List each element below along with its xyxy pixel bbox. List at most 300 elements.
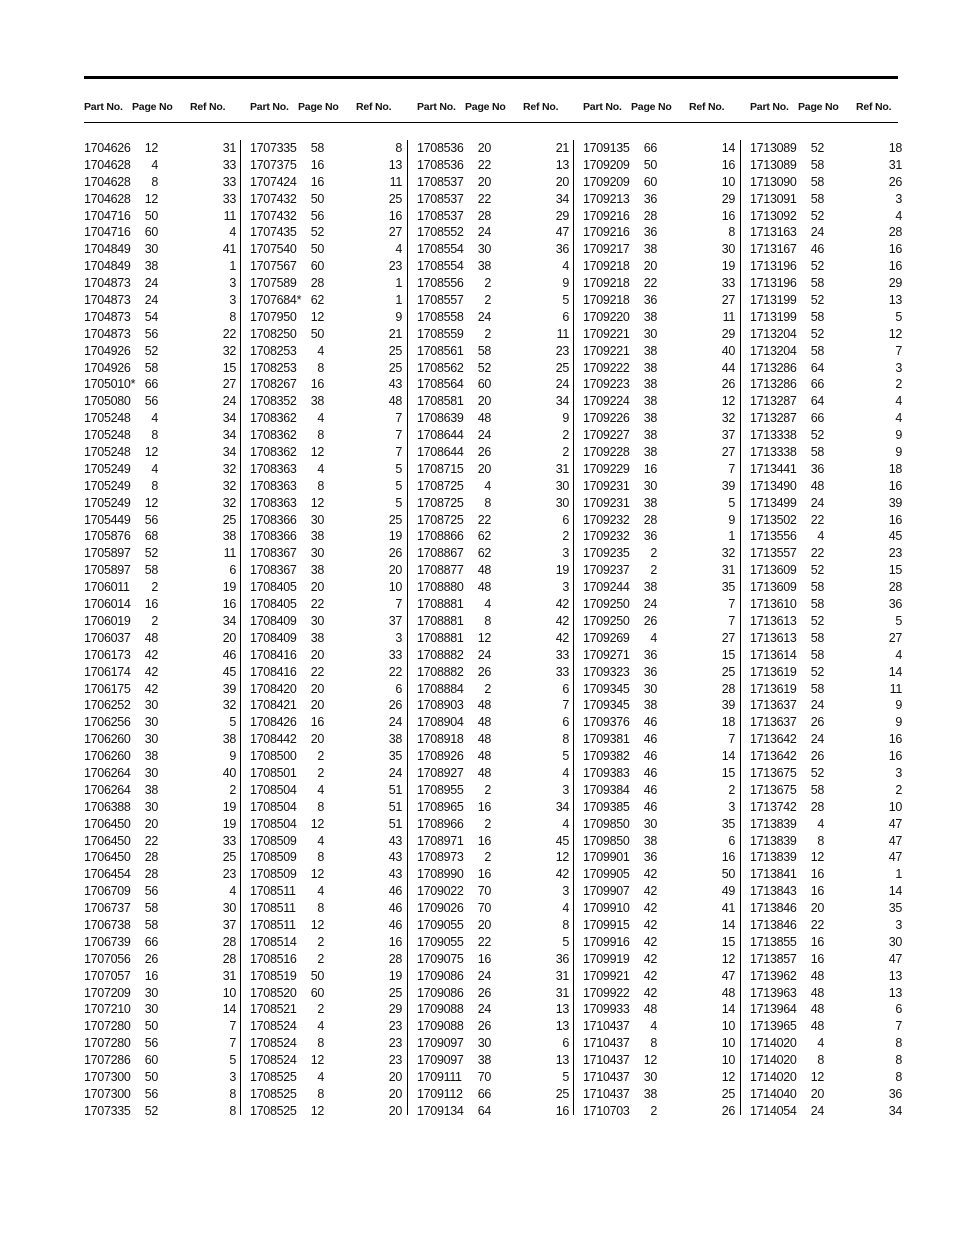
ref-number: 13 — [555, 1019, 569, 1034]
part-number: 1708525 — [250, 1086, 297, 1101]
table-row — [250, 765, 416, 782]
ref-number: 25 — [721, 664, 735, 679]
table-row — [250, 630, 416, 647]
table-row — [417, 512, 583, 529]
part-number: 1709910 — [583, 901, 630, 916]
ref-number: 29 — [888, 276, 902, 291]
ref-number: 5 — [395, 461, 402, 476]
table-row — [250, 613, 416, 630]
ref-number: 26 — [888, 174, 902, 189]
part-number: 1708521 — [250, 1002, 297, 1017]
part-number: 1713963 — [750, 985, 797, 1000]
table-row — [750, 326, 916, 343]
table-row — [583, 681, 749, 698]
table-row — [250, 714, 416, 731]
ref-number: 8 — [895, 1069, 902, 1084]
page-number: 16 — [643, 461, 657, 476]
table-row — [750, 900, 916, 917]
part-number: 1713196 — [750, 276, 797, 291]
table-row — [583, 917, 749, 934]
part-number: 1708362 — [250, 411, 297, 426]
part-number: 1714020 — [750, 1053, 797, 1068]
ref-number: 43 — [388, 850, 402, 865]
ref-number: 34 — [222, 411, 236, 426]
table-row — [84, 545, 250, 562]
ref-number: 28 — [721, 681, 735, 696]
page-number: 12 — [310, 1103, 324, 1118]
page-number: 22 — [477, 191, 491, 206]
part-number: 1708556 — [417, 276, 464, 291]
part-number: 1713642 — [750, 732, 797, 747]
table-row — [417, 1035, 583, 1052]
part-number: 1709088 — [417, 1002, 464, 1017]
ref-number: 11 — [223, 208, 236, 223]
page-number: 36 — [643, 225, 657, 240]
page-number: 16 — [310, 174, 324, 189]
table-row — [417, 360, 583, 377]
table-row — [583, 664, 749, 681]
ref-number: 6 — [728, 833, 735, 848]
table-row — [84, 697, 250, 714]
page-number: 58 — [810, 681, 824, 696]
table-row — [250, 731, 416, 748]
page-number: 2 — [650, 1103, 657, 1118]
table-row — [250, 224, 416, 241]
page-number: 58 — [810, 630, 824, 645]
part-number: 1708511 — [250, 901, 296, 916]
table-row — [250, 562, 416, 579]
page-number: 50 — [310, 968, 324, 983]
page-number: 12 — [310, 495, 324, 510]
table-row — [750, 1069, 916, 1086]
part-number: 1710437 — [583, 1019, 630, 1034]
table-row — [583, 799, 749, 816]
ref-number: 25 — [555, 360, 569, 375]
table-row — [583, 849, 749, 866]
page-number: 38 — [477, 1053, 491, 1068]
table-row — [84, 562, 250, 579]
table-row — [583, 985, 749, 1002]
part-number: 1708420 — [250, 681, 297, 696]
part-number: 1708725 — [417, 512, 464, 527]
table-row — [250, 326, 416, 343]
ref-number: 33 — [555, 647, 569, 662]
page-number: 52 — [810, 259, 824, 274]
table-row — [84, 309, 250, 326]
ref-number: 40 — [222, 765, 236, 780]
ref-number: 47 — [721, 968, 735, 983]
page-number: 4 — [317, 343, 324, 358]
part-number: 1708558 — [417, 309, 464, 324]
table-row — [250, 258, 416, 275]
page-number: 12 — [310, 1053, 324, 1068]
part-number: 1709022 — [417, 884, 464, 899]
page-number: 58 — [810, 276, 824, 291]
ref-number: 33 — [388, 647, 402, 662]
ref-number: 2 — [895, 782, 902, 797]
ref-number: 3 — [728, 799, 735, 814]
page-number: 46 — [643, 732, 657, 747]
part-number: 1707057 — [84, 968, 131, 983]
page-number: 12 — [310, 816, 324, 831]
part-number: 1708725 — [417, 495, 464, 510]
table-row — [583, 528, 749, 545]
part-number: 1708416 — [250, 664, 297, 679]
table-row — [417, 951, 583, 968]
part-number: 1709229 — [583, 461, 630, 476]
page-number: 2 — [317, 951, 324, 966]
page-number: 24 — [477, 309, 491, 324]
table-row — [750, 697, 916, 714]
ref-number: 27 — [721, 293, 735, 308]
page-number: 4 — [317, 461, 324, 476]
page-number: 8 — [151, 428, 158, 443]
ref-number: 12 — [555, 850, 569, 865]
table-row — [750, 275, 916, 292]
table-row — [750, 765, 916, 782]
table-row — [84, 596, 250, 613]
page-number: 60 — [144, 225, 158, 240]
ref-number: 7 — [395, 411, 402, 426]
part-number: 1706175 — [84, 681, 131, 696]
page-number: 42 — [643, 934, 657, 949]
part-number: 1714020 — [750, 1069, 797, 1084]
part-number: 1713499 — [750, 495, 797, 510]
part-number: 1705876 — [84, 529, 131, 544]
table-row — [250, 681, 416, 698]
part-number: 1708884 — [417, 681, 464, 696]
ref-number: 8 — [895, 1053, 902, 1068]
part-number: 1708514 — [250, 934, 297, 949]
table-row — [250, 934, 416, 951]
part-number: 1713610 — [750, 597, 797, 612]
table-row — [250, 241, 416, 258]
ref-number: 8 — [395, 141, 402, 155]
table-row — [250, 866, 416, 883]
ref-number: 31 — [555, 461, 569, 476]
part-number: 1708504 — [250, 782, 297, 797]
ref-number: 46 — [388, 917, 402, 932]
table-row — [84, 731, 250, 748]
table-row — [84, 258, 250, 275]
ref-number: 25 — [388, 512, 402, 527]
table-row — [583, 326, 749, 343]
table-row — [250, 360, 416, 377]
page-number: 12 — [810, 1069, 824, 1084]
part-number: 1713286 — [750, 377, 797, 392]
page-number: 38 — [477, 259, 491, 274]
table-row — [84, 495, 250, 512]
part-number: 1704628 — [84, 157, 131, 172]
table-row — [750, 596, 916, 613]
part-number: 1705897 — [84, 546, 131, 561]
page-number: 56 — [144, 326, 158, 341]
part-number: 1708511 — [250, 884, 296, 899]
page-number: 8 — [317, 1036, 324, 1051]
table-row — [417, 1001, 583, 1018]
part-number: 1708955 — [417, 782, 464, 797]
ref-number: 23 — [388, 259, 402, 274]
table-row — [583, 1035, 749, 1052]
table-row — [583, 579, 749, 596]
ref-number: 9 — [895, 445, 902, 460]
page-number: 24 — [477, 428, 491, 443]
table-row — [583, 782, 749, 799]
table-row — [417, 664, 583, 681]
ref-number: 34 — [222, 445, 236, 460]
part-number: 1709376 — [583, 715, 630, 730]
part-number: 1708644 — [417, 428, 464, 443]
ref-number: 32 — [721, 411, 735, 426]
page-number: 4 — [317, 1019, 324, 1034]
page-number: 38 — [643, 428, 657, 443]
part-number: 1708405 — [250, 580, 297, 595]
ref-number: 10 — [721, 1036, 735, 1051]
part-number: 1707432 — [250, 208, 297, 223]
part-number: 1709216 — [583, 208, 630, 223]
page-number: 16 — [477, 867, 491, 882]
table-row — [417, 596, 583, 613]
part-number: 1713613 — [750, 613, 797, 628]
page-number: 52 — [810, 428, 824, 443]
ref-number: 4 — [229, 884, 236, 899]
ref-number: 30 — [721, 242, 735, 257]
part-number: 1709224 — [583, 394, 630, 409]
ref-number: 33 — [222, 174, 236, 189]
part-number: 1708725 — [417, 478, 464, 493]
part-number: 1709218 — [583, 293, 630, 308]
table-row — [84, 883, 250, 900]
page-number: 30 — [144, 1002, 158, 1017]
table-row — [250, 697, 416, 714]
page-number: 42 — [144, 647, 158, 662]
ref-number: 28 — [222, 951, 236, 966]
ref-number: 4 — [895, 411, 902, 426]
table-row — [84, 985, 250, 1002]
page-number: 38 — [643, 495, 657, 510]
page-number: 4 — [650, 630, 657, 645]
table-row — [84, 512, 250, 529]
page-number: 60 — [310, 259, 324, 274]
table-row — [583, 545, 749, 562]
ref-number: 43 — [388, 833, 402, 848]
page-number: 48 — [477, 765, 491, 780]
header-ref-no: Ref No. — [356, 101, 392, 113]
part-number: 1709384 — [583, 782, 630, 797]
table-row — [750, 951, 916, 968]
table-row — [583, 1103, 749, 1120]
table-row — [750, 647, 916, 664]
ref-number: 47 — [888, 833, 902, 848]
part-number: 1713857 — [750, 951, 797, 966]
ref-number: 2 — [562, 428, 569, 443]
ref-number: 5 — [895, 309, 902, 324]
page-number: 20 — [477, 461, 491, 476]
ref-number: 14 — [721, 141, 735, 155]
part-number: 1713619 — [750, 681, 797, 696]
part-number: 1705010* — [84, 377, 136, 392]
page-number: 58 — [810, 580, 824, 595]
ref-number: 28 — [888, 225, 902, 240]
ref-number: 30 — [222, 901, 236, 916]
ref-number: 30 — [888, 934, 902, 949]
part-number: 1713287 — [750, 394, 797, 409]
table-row — [417, 191, 583, 208]
part-number: 1709218 — [583, 259, 630, 274]
page-number: 58 — [144, 917, 158, 932]
table-row — [417, 224, 583, 241]
table-row — [583, 596, 749, 613]
page-number: 22 — [810, 546, 824, 561]
header-part-no: Part No. — [583, 101, 622, 113]
page-number: 2 — [317, 1002, 324, 1017]
table-row — [250, 917, 416, 934]
ref-number: 36 — [555, 242, 569, 257]
page-number: 52 — [144, 343, 158, 358]
ref-number: 35 — [388, 749, 402, 764]
page-number: 48 — [477, 732, 491, 747]
table-row — [750, 191, 916, 208]
part-number: 1709345 — [583, 698, 630, 713]
table-row — [250, 376, 416, 393]
ref-number: 36 — [555, 951, 569, 966]
part-number: 1708973 — [417, 850, 464, 865]
ref-number: 5 — [395, 478, 402, 493]
table-row — [750, 360, 916, 377]
page-number: 66 — [643, 141, 657, 155]
page-number: 2 — [151, 613, 158, 628]
part-number: 1709209 — [583, 174, 630, 189]
page-number: 52 — [810, 326, 824, 341]
part-number: 1713637 — [750, 715, 797, 730]
part-number: 1709916 — [583, 934, 630, 949]
table-row — [417, 765, 583, 782]
part-number: 1709231 — [583, 495, 630, 510]
ref-number: 31 — [721, 563, 735, 578]
table-row — [583, 1001, 749, 1018]
page-number: 26 — [477, 1019, 491, 1034]
ref-number: 30 — [555, 478, 569, 493]
column-header — [417, 101, 583, 115]
page-number: 8 — [317, 799, 324, 814]
part-number: 1706252 — [84, 698, 131, 713]
page-number: 36 — [810, 461, 824, 476]
part-number: 1713642 — [750, 749, 797, 764]
part-number: 1708554 — [417, 259, 464, 274]
ref-number: 37 — [222, 917, 236, 932]
table-row — [250, 174, 416, 191]
part-number: 1709097 — [417, 1036, 464, 1051]
table-row — [750, 545, 916, 562]
page-number: 22 — [477, 512, 491, 527]
page-number: 12 — [810, 850, 824, 865]
table-row — [583, 343, 749, 360]
ref-number: 12 — [721, 951, 735, 966]
page-number: 54 — [144, 309, 158, 324]
header-ref-no: Ref No. — [689, 101, 725, 113]
table-row — [417, 309, 583, 326]
table-row — [583, 427, 749, 444]
page-number: 38 — [643, 833, 657, 848]
part-number: 1704926 — [84, 343, 131, 358]
table-row — [84, 681, 250, 698]
ref-number: 11 — [556, 326, 569, 341]
page-number: 56 — [144, 884, 158, 899]
ref-number: 24 — [555, 377, 569, 392]
ref-number: 8 — [895, 1036, 902, 1051]
table-row — [583, 731, 749, 748]
page-number: 22 — [477, 934, 491, 949]
table-row — [750, 630, 916, 647]
page-number: 28 — [643, 208, 657, 223]
table-row — [750, 1103, 916, 1120]
ref-number: 13 — [888, 968, 902, 983]
table-row — [417, 427, 583, 444]
page-number: 8 — [650, 1036, 657, 1051]
part-number: 1713502 — [750, 512, 797, 527]
page-number: 38 — [310, 630, 324, 645]
page-number: 4 — [151, 461, 158, 476]
ref-number: 4 — [562, 816, 569, 831]
page-number: 30 — [477, 242, 491, 257]
ref-number: 47 — [888, 951, 902, 966]
page-number: 38 — [310, 529, 324, 544]
ref-number: 26 — [388, 546, 402, 561]
table-row — [84, 1103, 250, 1120]
ref-number: 6 — [562, 309, 569, 324]
table-row — [250, 478, 416, 495]
table-row — [583, 934, 749, 951]
ref-number: 9 — [895, 715, 902, 730]
page-number: 20 — [643, 259, 657, 274]
page-number: 58 — [810, 445, 824, 460]
table-row — [84, 1001, 250, 1018]
page-number: 42 — [643, 867, 657, 882]
ref-number: 32 — [222, 698, 236, 713]
part-number: 1707567 — [250, 259, 297, 274]
part-number: 1708363 — [250, 478, 297, 493]
part-number: 1708524 — [250, 1036, 297, 1051]
page-number: 2 — [484, 276, 491, 291]
part-number: 1709055 — [417, 917, 464, 932]
part-number: 1709223 — [583, 377, 630, 392]
page-number: 4 — [317, 833, 324, 848]
table-row — [583, 900, 749, 917]
page-number: 12 — [310, 309, 324, 324]
ref-number: 8 — [562, 732, 569, 747]
part-number: 1713965 — [750, 1019, 797, 1034]
page-number: 26 — [477, 445, 491, 460]
ref-number: 1 — [229, 259, 236, 274]
ref-number: 32 — [222, 461, 236, 476]
page-number: 24 — [144, 276, 158, 291]
ref-number: 46 — [388, 901, 402, 916]
part-number: 1706450 — [84, 850, 131, 865]
table-row — [583, 309, 749, 326]
page-number: 48 — [810, 1019, 824, 1034]
part-number: 1706264 — [84, 765, 131, 780]
part-number: 1707435 — [250, 225, 297, 240]
page-number: 2 — [484, 850, 491, 865]
page-number: 20 — [310, 647, 324, 662]
table-row — [750, 241, 916, 258]
part-number: 1708904 — [417, 715, 464, 730]
page-number: 24 — [477, 225, 491, 240]
page-number: 20 — [310, 732, 324, 747]
part-number: 1706264 — [84, 782, 131, 797]
page-number: 2 — [484, 816, 491, 831]
part-number: 1706739 — [84, 934, 131, 949]
